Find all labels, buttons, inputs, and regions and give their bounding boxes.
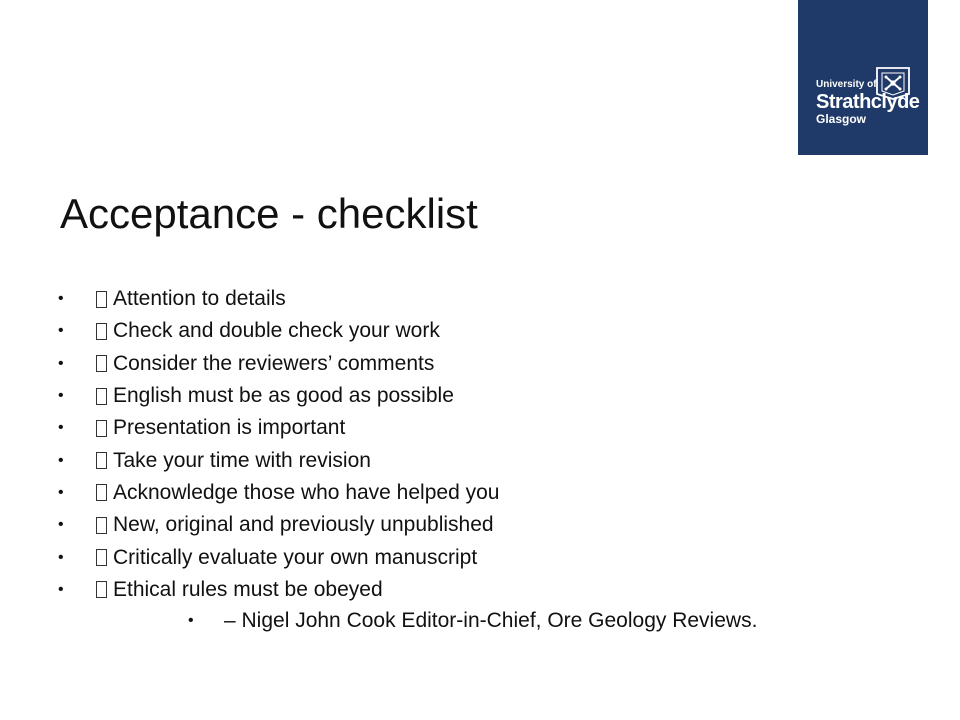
checklist-item: [58, 283, 499, 315]
checklist-item: [58, 541, 499, 573]
checklist-item-text: Consider the reviewers’ comments: [113, 351, 435, 375]
checklist-item: [58, 477, 499, 509]
checkbox-glyph-icon: [96, 323, 107, 340]
bullet: •: [58, 451, 64, 469]
logo-line-strathclyde: Strathclyde: [816, 91, 920, 113]
logo-line-university-of: University of: [816, 79, 877, 90]
checklist-item-text: Acknowledge those who have helped you: [113, 480, 500, 504]
checklist-item: [58, 509, 499, 541]
checklist-item-text: English must be as good as possible: [113, 384, 454, 408]
bullet: •: [58, 290, 64, 308]
logo-line-glasgow: Glasgow: [816, 112, 867, 126]
checkbox-glyph-icon: [96, 517, 107, 534]
checkbox-glyph-icon: [96, 549, 107, 566]
checkbox-glyph-icon: [96, 452, 107, 469]
bullet: •: [58, 580, 64, 598]
checkbox-glyph-icon: [96, 420, 107, 437]
bullet: •: [58, 548, 64, 566]
checklist: [58, 283, 499, 606]
checkbox-glyph-icon: [96, 484, 107, 501]
bullet: •: [58, 483, 64, 501]
checklist-item: [58, 412, 499, 444]
bullet: •: [58, 516, 64, 534]
checklist-item-text: Ethical rules must be obeyed: [113, 577, 383, 601]
bullet: •: [188, 612, 194, 629]
attribution: [188, 605, 757, 637]
checklist-item: [58, 444, 499, 476]
checklist-item-text: Check and double check your work: [113, 319, 440, 343]
checkbox-glyph-icon: [96, 388, 107, 405]
university-logo: [798, 0, 928, 155]
slide-title: Acceptance - checklist: [60, 190, 478, 237]
checklist-item: [58, 574, 499, 606]
checklist-item-text: Critically evaluate your own manuscript: [113, 545, 478, 569]
attribution-text: – Nigel John Cook Editor-in-Chief, Ore Geology Reviews.: [224, 609, 758, 632]
checklist-item: [58, 380, 499, 412]
checklist-item: [58, 348, 499, 380]
checklist-item-text: Attention to details: [113, 287, 286, 311]
checkbox-glyph-icon: [96, 291, 107, 308]
checkbox-glyph-icon: [96, 355, 107, 372]
bullet: •: [58, 387, 64, 405]
checklist-item-text: Presentation is important: [113, 416, 346, 440]
checkbox-glyph-icon: [96, 581, 107, 598]
checklist-item: [58, 315, 499, 347]
checklist-item-text: Take your time with revision: [113, 448, 371, 472]
checklist-item-text: New, original and previously unpublished: [113, 513, 494, 537]
bullet: •: [58, 354, 64, 372]
bullet: •: [58, 419, 64, 437]
bullet: •: [58, 322, 64, 340]
